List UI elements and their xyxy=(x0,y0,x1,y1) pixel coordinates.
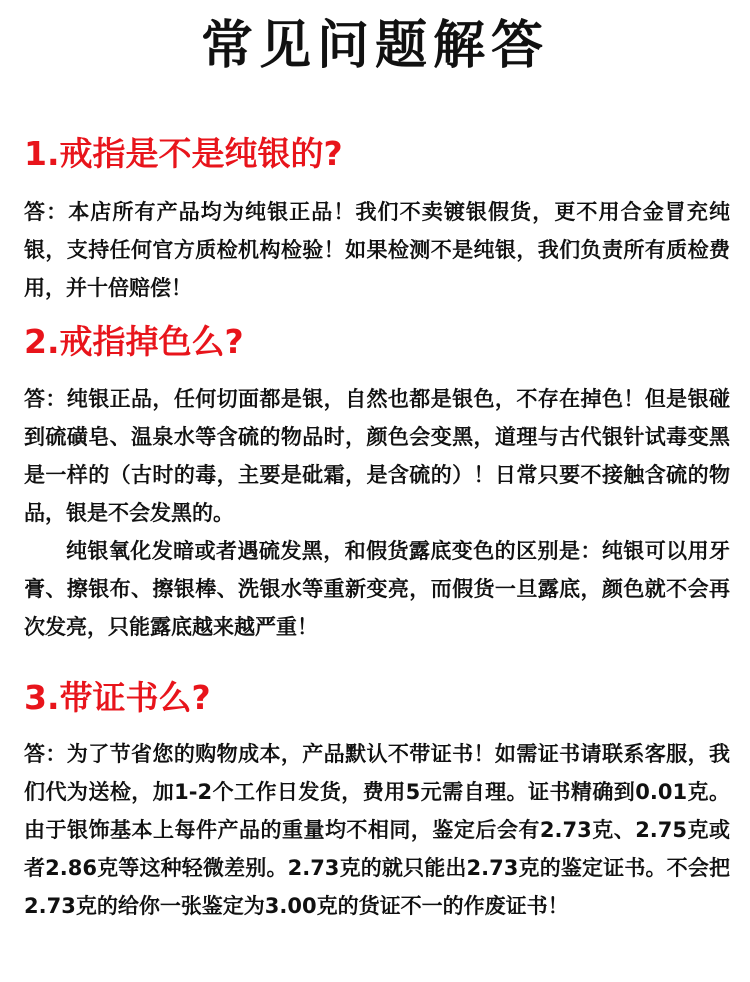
faq-question-3: 3.带证书么? xyxy=(24,678,211,717)
faq-answer-2 xyxy=(24,380,730,646)
answer-paragraph: 答：纯银正品，任何切面都是银，自然也都是银色，不存在掉色！但是银碰到硫磺皂、温泉水等含硫的物品时，颜色会变黑，道理与古代银针试毒变黑是一样的（古时的毒，主要是砒霜，是含硫的）！日常只要不接触含硫的物品，银是不会发黑的。 xyxy=(24,387,730,525)
answer-paragraph: 答：本店所有产品均为纯银正品！我们不卖镀银假货，更不用合金冒充纯银，支持任何官方质检机构检验！如果检测不是纯银，我们负责所有质检费用，并十倍赔偿！ xyxy=(24,200,730,300)
faq-question-2: 2.戒指掉色么? xyxy=(24,322,244,361)
page-title: 常见问题解答 xyxy=(200,16,549,76)
faq-answer-1 xyxy=(24,193,730,307)
answer-paragraph: 答：为了节省您的购物成本，产品默认不带证书！如需证书请联系客服，我们代为送检，加1-2个工作日发货，费用5元需自理。证书精确到0.01克。由于银饰基本上每件产品的重量均不相同，鉴定后会有2.73克、2.75克或者2.86克等这种轻微差别。2.73克的就只能出2.73克的鉴定证书。不会把2.73克的给你一张鉴定为3.00克的货证不一的作废证书！ xyxy=(24,742,730,918)
answer-paragraph: 纯银氧化发暗或者遇硫发黑，和假货露底变色的区别是：纯银可以用牙膏、擦银布、擦银棒、洗银水等重新变亮，而假货一旦露底，颜色就不会再次发亮，只能露底越来越严重！ xyxy=(24,539,730,639)
faq-answer-3 xyxy=(24,735,730,925)
faq-question-1: 1.戒指是不是纯银的? xyxy=(24,134,343,173)
